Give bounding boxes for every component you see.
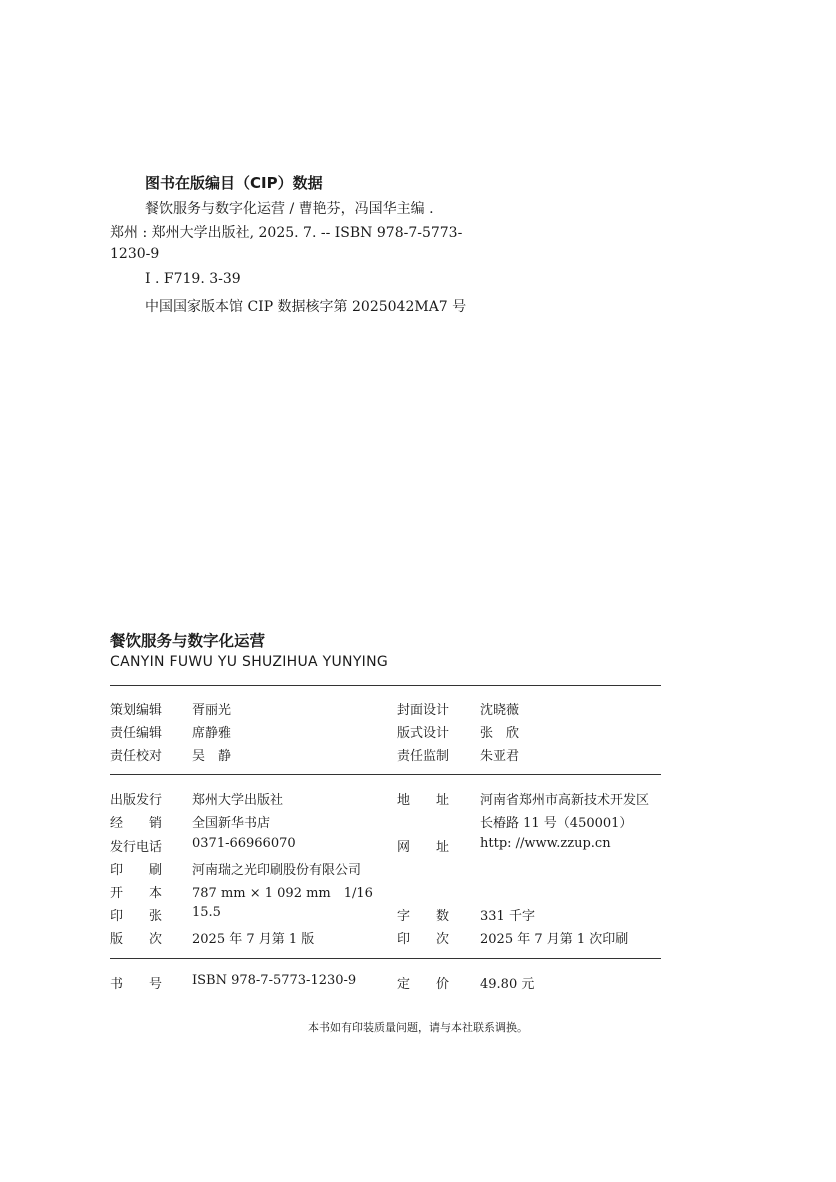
footer-note: 本书如有印装质量问题，请与本社联系调换。 — [308, 1021, 528, 1034]
publish-value: 长椿路 11 号（450001） — [480, 816, 633, 831]
publish-value: 2025 年 7 月第 1 次印刷 — [480, 932, 629, 947]
cip-heading: 图书在版编目（CIP）数据 — [145, 174, 323, 192]
staff-label: 版式设计 — [397, 726, 450, 741]
isbn-label: 书 号 — [110, 977, 163, 992]
publish-label: 印 次 — [397, 932, 450, 947]
staff-value: 朱亚君 — [480, 749, 520, 764]
book-title-pinyin: CANYIN FUWU YU SHUZIHUA YUNYING — [110, 654, 389, 670]
publish-label: 发行电话 — [110, 840, 163, 855]
cip-title-line: 餐饮服务与数字化运营 / 曹艳芬，冯国华主编 . — [145, 201, 434, 217]
publish-value: 787 mm × 1 092 mm 1/16 — [192, 886, 373, 901]
staff-value: 胥丽光 — [192, 703, 232, 718]
price-label: 定 价 — [397, 977, 450, 992]
publish-value: 0371-66966070 — [192, 836, 296, 851]
publish-value: 331 千字 — [480, 909, 535, 924]
divider-middle — [110, 774, 661, 775]
staff-label: 责任编辑 — [110, 726, 163, 741]
publish-value: 2025 年 7 月第 1 版 — [192, 932, 315, 947]
publish-value: 全国新华书店 — [192, 816, 271, 831]
publish-label: 印 刷 — [110, 863, 163, 878]
book-title-cn: 餐饮服务与数字化运营 — [110, 632, 266, 650]
publish-label: 地 址 — [397, 793, 450, 808]
staff-value: 席静雅 — [192, 726, 232, 741]
publish-label: 网 址 — [397, 840, 450, 855]
isbn-value: ISBN 978-7-5773-1230-9 — [192, 973, 357, 988]
publish-value: 15.5 — [192, 905, 221, 920]
price-value: 49.80 元 — [480, 977, 535, 992]
cip-publisher-line: 郑州 : 郑州大学出版社, 2025. 7. -- ISBN 978-7-5773- — [110, 225, 463, 241]
publish-value: 河南省郑州市高新技术开发区 — [480, 793, 650, 808]
divider-top — [110, 685, 661, 686]
publish-label: 印 张 — [110, 909, 163, 924]
staff-label: 责任校对 — [110, 749, 163, 764]
staff-value: 吴 静 — [192, 749, 232, 764]
publish-label: 版 次 — [110, 932, 163, 947]
staff-label: 责任监制 — [397, 749, 450, 764]
publish-value: 河南瑞之光印刷股份有限公司 — [192, 863, 362, 878]
publish-label: 字 数 — [397, 909, 450, 924]
staff-label: 策划编辑 — [110, 703, 163, 718]
publish-value: http: //www.zzup.cn — [480, 836, 611, 851]
divider-bottom — [110, 958, 661, 959]
publish-label: 开 本 — [110, 886, 163, 901]
cip-classification-line: Ⅰ . F719. 3-39 — [145, 271, 241, 287]
publish-label: 出版发行 — [110, 793, 163, 808]
staff-value: 张 欣 — [480, 726, 520, 741]
staff-value: 沈晓薇 — [480, 703, 520, 718]
publish-value: 郑州大学出版社 — [192, 793, 284, 808]
staff-label: 封面设计 — [397, 703, 450, 718]
cip-isbn-cont-line: 1230-9 — [110, 246, 160, 262]
cip-record-line: 中国国家版本馆 CIP 数据核字第 2025042MA7 号 — [145, 299, 467, 315]
publish-label: 经 销 — [110, 816, 163, 831]
